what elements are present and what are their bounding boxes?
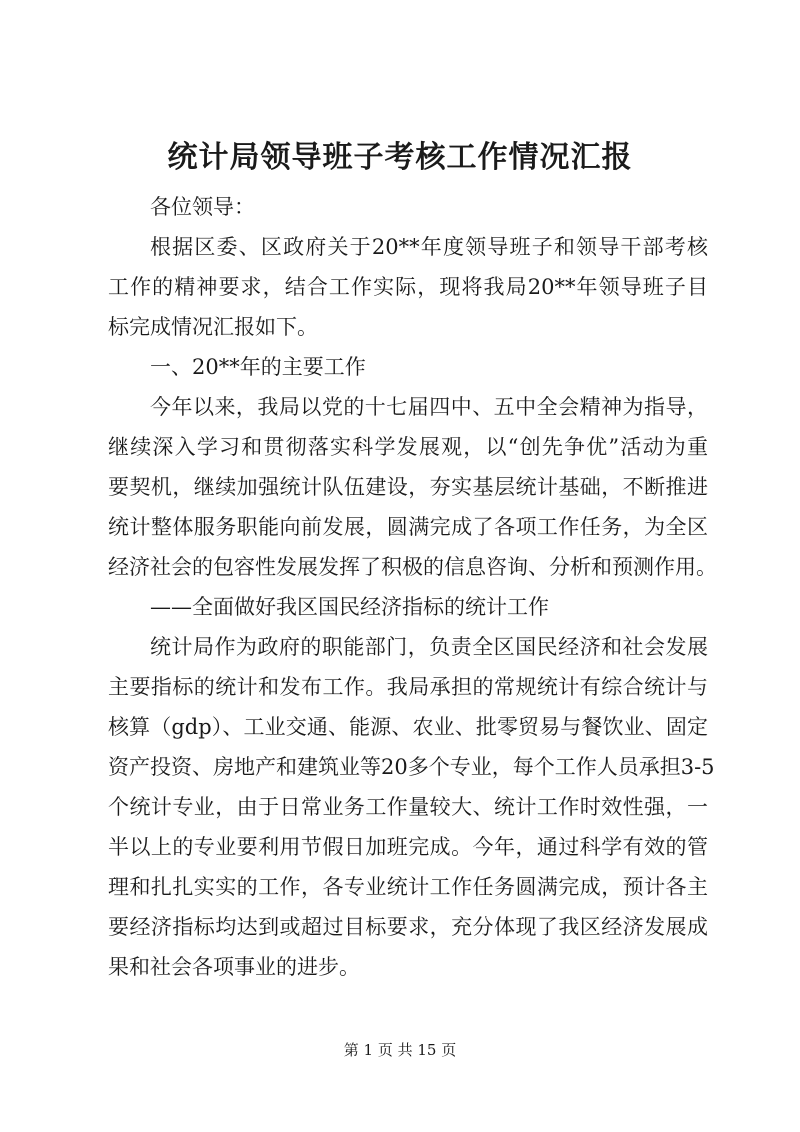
- paragraph-line: 统计局作为政府的职能部门，负责全区国民经济和社会发展: [150, 635, 708, 659]
- intro-line: 工作的精神要求，结合工作实际，现将我局20**年领导班子目: [108, 275, 708, 299]
- intro-line: 标完成情况汇报如下。: [108, 315, 318, 339]
- paragraph-line: 果和社会各项事业的进步。: [108, 955, 360, 979]
- intro-line: 根据区委、区政府关于20**年度领导班子和领导干部考核: [150, 235, 708, 259]
- paragraph-line: 主要指标的统计和发布工作。我局承担的常规统计有综合统计与: [108, 675, 708, 699]
- paragraph-line: 要经济指标均达到或超过目标要求，充分体现了我区经济发展成: [108, 915, 708, 939]
- section-heading: 一、20**年的主要工作: [150, 355, 366, 379]
- paragraph-line: 核算（gdp）、工业交通、能源、农业、批零贸易与餐饮业、固定: [108, 715, 708, 739]
- paragraph-line: 要契机，继续加强统计队伍建设，夯实基层统计基础，不断推进: [108, 475, 708, 499]
- page-footer: 第 1 页 共 15 页: [343, 1041, 457, 1059]
- paragraph-line: 半以上的专业要利用节假日加班完成。今年，通过科学有效的管: [108, 835, 708, 859]
- salutation: 各位领导：: [150, 195, 255, 219]
- paragraph-line: 经济社会的包容性发展发挥了积极的信息咨询、分析和预测作用。: [108, 555, 717, 579]
- paragraph-line: 个统计专业，由于日常业务工作量较大、统计工作时效性强，一: [108, 795, 708, 819]
- paragraph-line: 资产投资、房地产和建筑业等20多个专业，每个工作人员承担3-5: [108, 755, 715, 779]
- paragraph-line: 理和扎扎实实的工作，各专业统计工作任务圆满完成，预计各主: [108, 875, 708, 899]
- paragraph-line: 统计整体服务职能向前发展，圆满完成了各项工作任务，为全区: [108, 515, 708, 539]
- paragraph-line: 今年以来，我局以党的十七届四中、五中全会精神为指导，: [150, 395, 708, 419]
- paragraph-line: 继续深入学习和贯彻落实科学发展观，以“创先争优”活动为重: [108, 435, 708, 459]
- subheading: ——全面做好我区国民经济指标的统计工作: [150, 595, 549, 619]
- document-title: 统计局领导班子考核工作情况汇报: [167, 140, 633, 175]
